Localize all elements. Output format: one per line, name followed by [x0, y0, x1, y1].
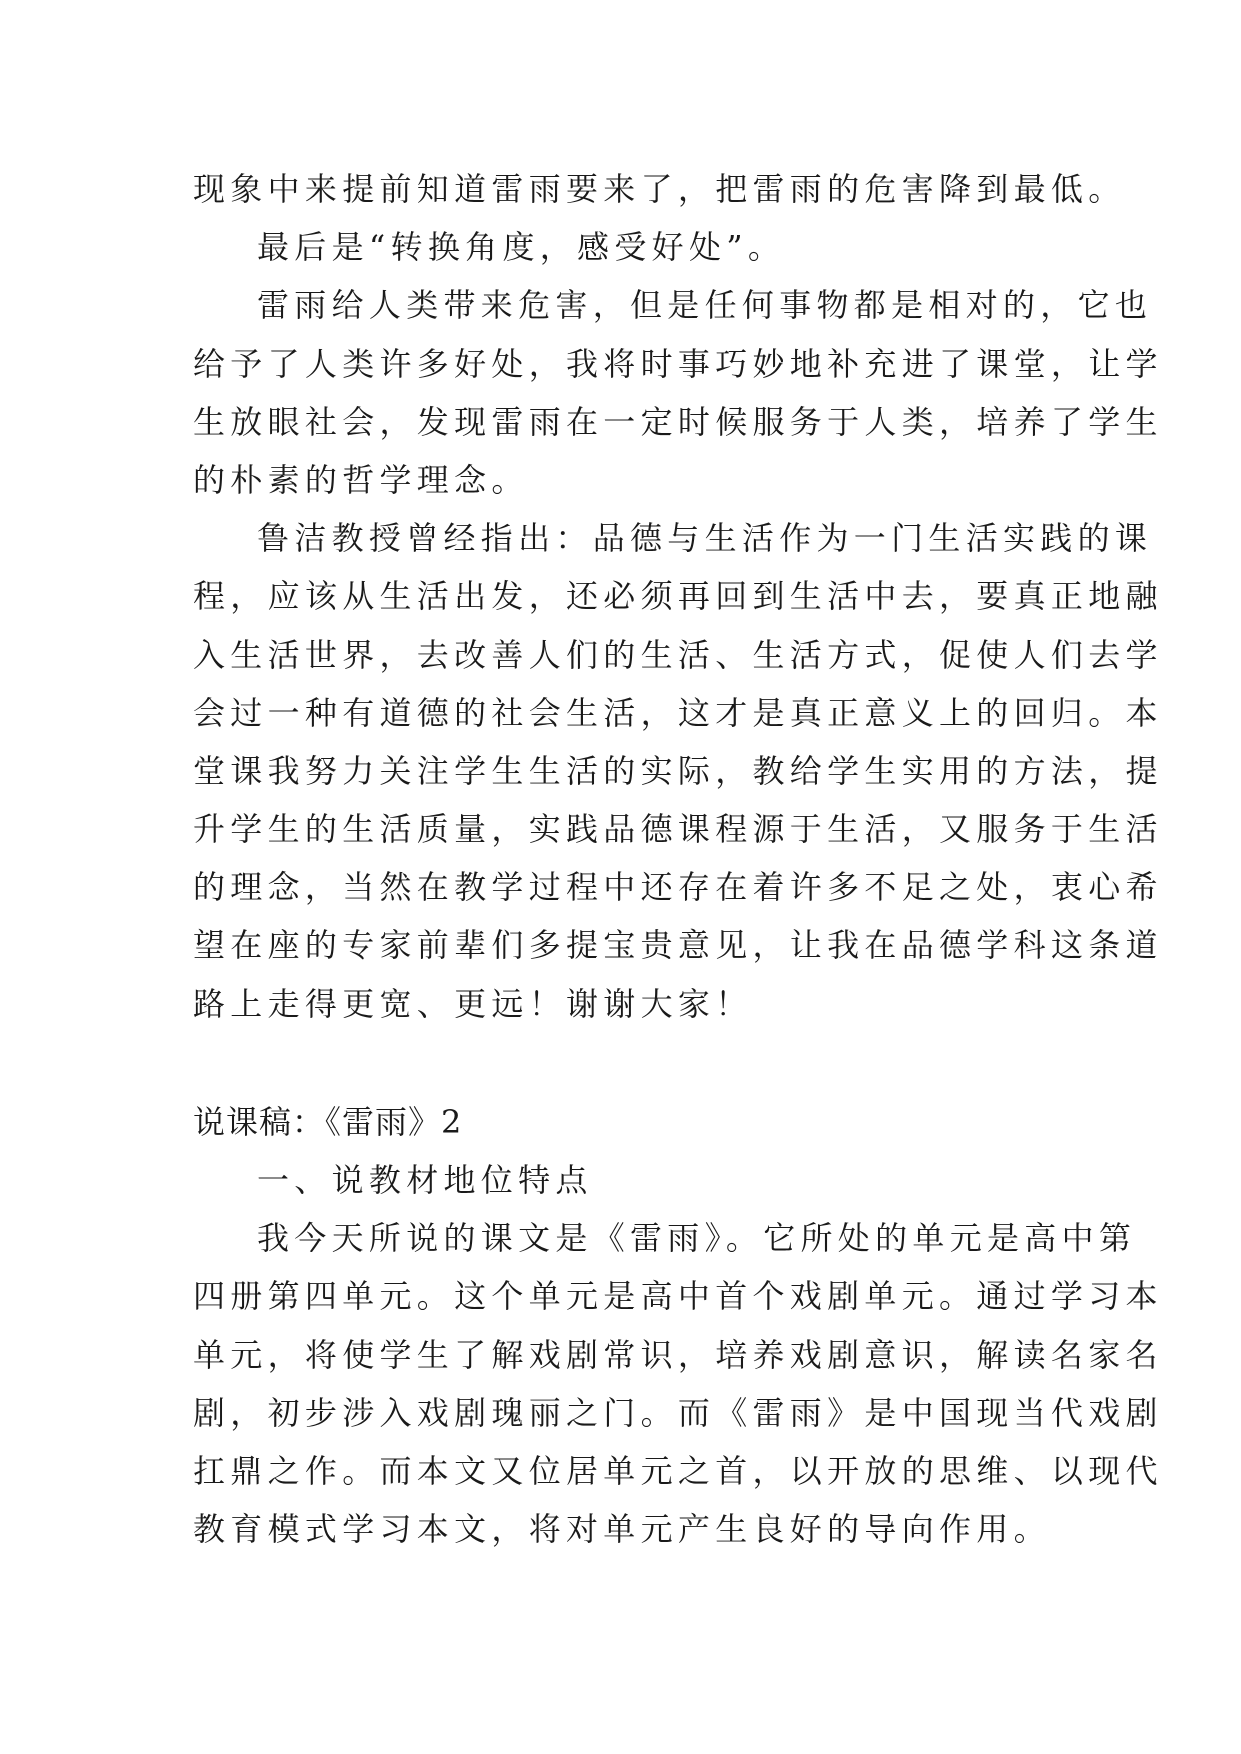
text-line: 给予了人类许多好处，我将时事巧妙地补充进了课堂，让学	[193, 344, 1163, 383]
text-line: 四册第四单元。这个单元是高中首个戏剧单元。通过学习本	[193, 1277, 1163, 1316]
section-spacer	[193, 1033, 1051, 1093]
text-line: 的理念，当然在教学过程中还存在着许多不足之处，衷心希	[193, 868, 1163, 907]
text-line: 路上走得更宽、更远！谢谢大家！	[193, 984, 753, 1023]
text-line: 单元，将使学生了解戏剧常识，培养戏剧意识，解读名家名	[193, 1335, 1163, 1374]
text-line: 入生活世界，去改善人们的生活、生活方式，促使人们去学	[193, 635, 1163, 674]
text-line: 程，应该从生活出发，还必须再回到生活中去，要真正地融	[193, 577, 1163, 616]
text-line: 雷雨给人类带来危害，但是任何事物都是相对的，它也	[257, 286, 1153, 325]
text-line: 升学生的生活质量，实践品德课程源于生活，又服务于生活	[193, 810, 1163, 849]
text-line: 的朴素的哲学理念。	[193, 460, 529, 499]
text-line: 生放眼社会，发现雷雨在一定时候服务于人类，培养了学生	[193, 402, 1163, 441]
text-line: 最后是“转换角度，感受好处”。	[257, 228, 786, 267]
subheading: 一、说教材地位特点	[257, 1161, 593, 1199]
document-body	[193, 160, 1163, 1558]
text-line: 教育模式学习本文，将对单元产生良好的导向作用。	[193, 1510, 1051, 1549]
text-line: 堂课我努力关注学生生活的实际，教给学生实用的方法，提	[193, 751, 1163, 790]
text-line: 剧，初步涉入戏剧瑰丽之门。而《雷雨》是中国现当代戏剧	[193, 1393, 1163, 1432]
text-line: 鲁洁教授曾经指出：品德与生活作为一门生活实践的课	[257, 519, 1153, 558]
text-line: 扛鼎之作。而本文又位居单元之首，以开放的思维、以现代	[193, 1451, 1163, 1490]
section-title: 说课稿：《雷雨》2	[193, 1102, 463, 1141]
text-line: 我今天所说的课文是《雷雨》。它所处的单元是高中第	[257, 1219, 1137, 1258]
text-line: 会过一种有道德的社会生活，这才是真正意义上的回归。本	[193, 693, 1163, 732]
text-line: 现象中来提前知道雷雨要来了，把雷雨的危害降到最低。	[193, 170, 1126, 208]
text-line: 望在座的专家前辈们多提宝贵意见，让我在品德学科这条道	[193, 926, 1163, 965]
